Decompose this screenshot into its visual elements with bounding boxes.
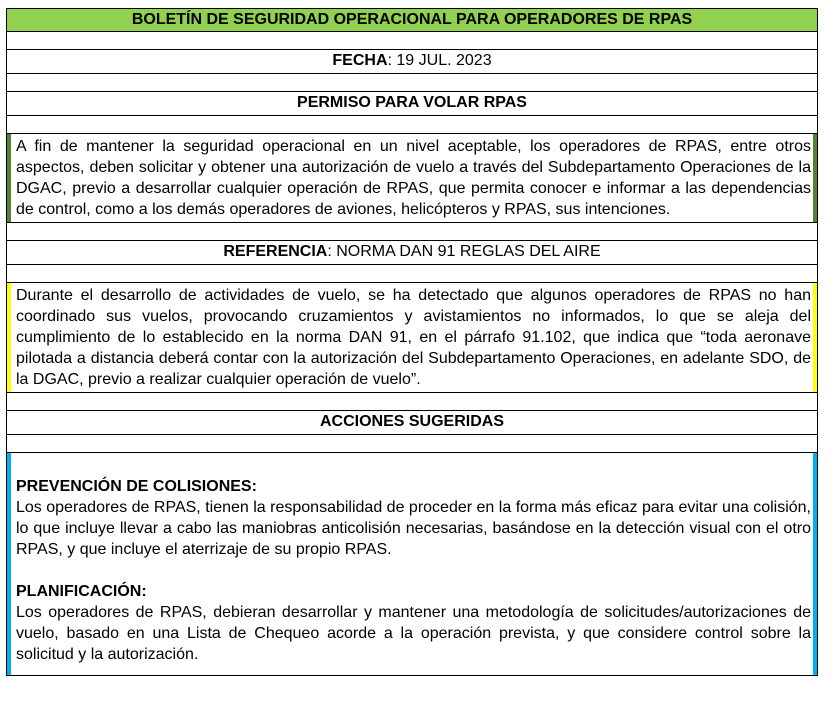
spacer-row xyxy=(6,393,818,411)
planning-title: PLANIFICACIÓN: xyxy=(16,583,147,600)
permiso-right-bar xyxy=(813,134,817,222)
actions-heading: ACCIONES SUGERIDAS xyxy=(6,411,818,435)
date-label: FECHA xyxy=(332,52,388,69)
bulletin-table xyxy=(6,8,818,676)
reference-value: : NORMA DAN 91 REGLAS DEL AIRE xyxy=(327,243,601,260)
actions-cell xyxy=(6,453,818,676)
spacer-row xyxy=(6,32,818,50)
reference-paragraph: Durante el desarrollo de actividades de vuelo, se ha detectado que algunos operadores de RPAS no han coordinado sus vuelos, provocando cruzamientos y avistamientos no informados, lo que se aleja del cumplimiento de lo establecido en la norma DAN 91, en el párrafo 91.102, que indica que “toda aeronave pilotada a distancia deberá contar con la autorización del Subdepartamento Operaciones, en adelante SDO, de la DGAC, previo a realizar cualquier operación de vuelo”. xyxy=(16,287,811,388)
reference-left-bar xyxy=(7,283,11,392)
permiso-left-bar xyxy=(7,134,11,222)
actions-right-bar xyxy=(813,453,817,675)
reference-paragraph-cell xyxy=(6,283,818,393)
collision-prevention-text: Los operadores de RPAS, tienen la responsabilidad de proceder en la forma más eficaz para evitar una colisión, lo que incluye llevar a cabo las maniobras anticolisión necesarias, basándose en la detección visual con el otro RPAS, y que incluye el aterrizaje de su propio RPAS. xyxy=(16,499,811,558)
spacer-row xyxy=(6,223,818,241)
spacer-row xyxy=(6,265,818,283)
spacer-row xyxy=(6,116,818,134)
date-row xyxy=(6,50,818,74)
spacer-row xyxy=(6,435,818,453)
spacer-row xyxy=(6,74,818,92)
date-value: : 19 JUL. 2023 xyxy=(387,52,492,69)
reference-right-bar xyxy=(813,283,817,392)
reference-label: REFERENCIA xyxy=(223,243,328,260)
planning-text: Los operadores de RPAS, debieran desarrollar y mantener una metodología de solicitudes/autorizaciones de vuelo, basado en una Lista de Chequeo acorde a la operación prevista, y que considere control sobre la solicitud y la autorización. xyxy=(16,604,811,663)
actions-left-bar xyxy=(7,453,11,675)
permiso-paragraph-cell xyxy=(6,134,818,223)
permiso-heading: PERMISO PARA VOLAR RPAS xyxy=(6,92,818,116)
block-gap xyxy=(16,560,811,581)
reference-row xyxy=(6,241,818,265)
bulletin-title: BOLETÍN DE SEGURIDAD OPERACIONAL PARA OPERADORES DE RPAS xyxy=(6,8,818,32)
permiso-paragraph: A fin de mantener la seguridad operacional en un nivel aceptable, los operadores de RPAS, entre otros aspectos, deben solicitar y obtener una autorización de vuelo a través del Subdepartamento Operaciones de la DGAC, previo a desarrollar cualquier operación de RPAS, que permita conocer e informar a las dependencias de control, como a los demás operadores de aviones, helicópteros y RPAS, sus intenciones. xyxy=(16,138,811,218)
collision-prevention-title: PREVENCIÓN DE COLISIONES: xyxy=(16,478,257,495)
